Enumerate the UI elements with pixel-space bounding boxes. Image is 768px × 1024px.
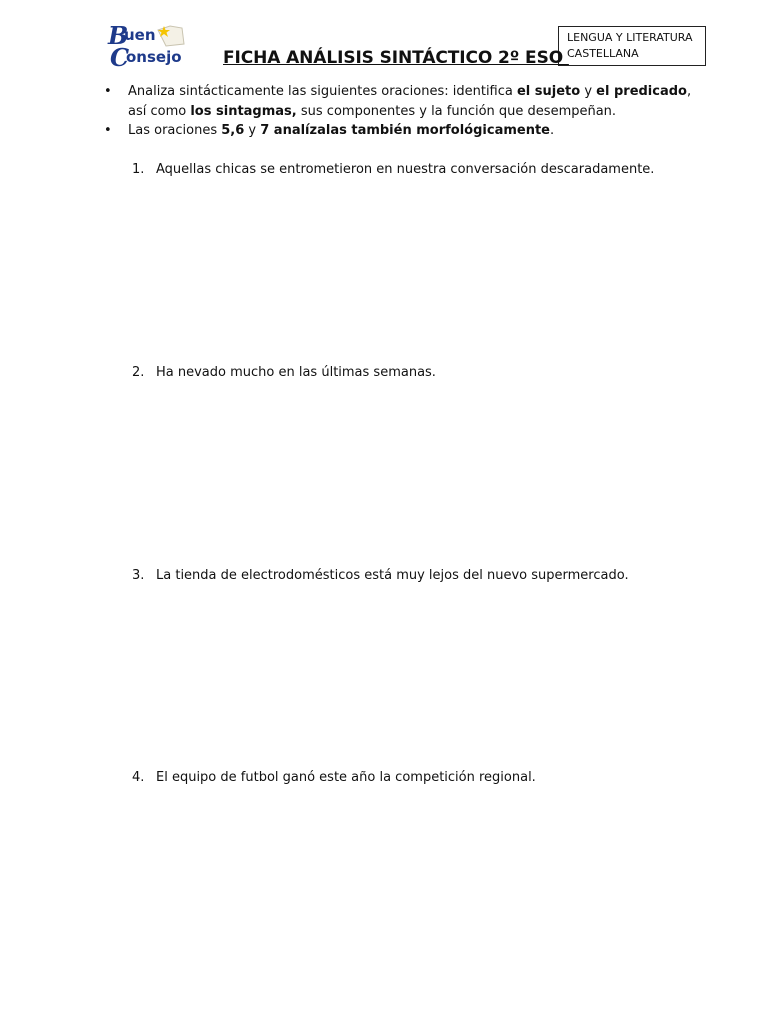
subject-line-1: LENGUA Y LITERATURA <box>567 31 693 44</box>
question-item <box>132 160 654 179</box>
question-number: 3. <box>132 568 145 583</box>
question-text: El equipo de futbol ganó este año la competición regional. <box>156 770 536 785</box>
logo-word-uen: uen <box>124 26 156 44</box>
bold-span: 5,6 <box>221 123 245 138</box>
question-number: 2. <box>132 365 145 380</box>
question-text: La tienda de electrodomésticos está muy lejos del nuevo supermercado. <box>156 568 629 583</box>
instruction-text <box>128 82 704 121</box>
text-span: y <box>244 123 261 138</box>
bold-span: los sintagmas <box>190 103 292 119</box>
question-item <box>132 768 536 787</box>
subject-line-2: CASTELLANA <box>567 47 639 60</box>
question-text: Ha nevado mucho en las últimas semanas. <box>156 365 436 380</box>
logo-initial-b: B <box>108 22 129 50</box>
school-logo <box>104 22 196 70</box>
buen-consejo-logo-icon <box>104 22 196 70</box>
logo-word-onsejo: onsejo <box>126 48 182 66</box>
question-number: 1. <box>132 162 145 177</box>
instruction-item <box>104 82 704 121</box>
question-number: 4. <box>132 770 145 785</box>
instruction-item <box>104 121 704 141</box>
subject-box <box>558 26 706 66</box>
text-span: , <box>686 84 692 99</box>
page-title: FICHA ANÁLISIS SINTÁCTICO 2º ESO <box>223 48 569 68</box>
question-item <box>132 566 629 585</box>
bold-span: el sujeto <box>516 84 581 99</box>
text-span: sus componentes y la función que desempeñan. <box>296 103 617 119</box>
text-span: así como <box>128 103 191 119</box>
bullet-icon: • <box>104 84 112 99</box>
bold-span: 7 analízalas también morfológicamente <box>260 123 550 138</box>
bold-span: el predicado <box>596 84 687 99</box>
instruction-text <box>128 121 704 141</box>
text-span: Las oraciones <box>128 123 222 138</box>
bold-span: , <box>291 103 297 119</box>
text-span: y <box>580 84 597 99</box>
text-span: . <box>550 123 555 138</box>
bullet-icon: • <box>104 123 112 138</box>
text-span: Analiza sintácticamente las siguientes oraciones: identifica <box>128 84 517 99</box>
logo-initial-c: C <box>110 43 130 70</box>
question-item <box>132 363 436 382</box>
instructions-list <box>104 82 704 141</box>
question-text: Aquellas chicas se entrometieron en nuestra conversación descaradamente. <box>156 162 655 177</box>
